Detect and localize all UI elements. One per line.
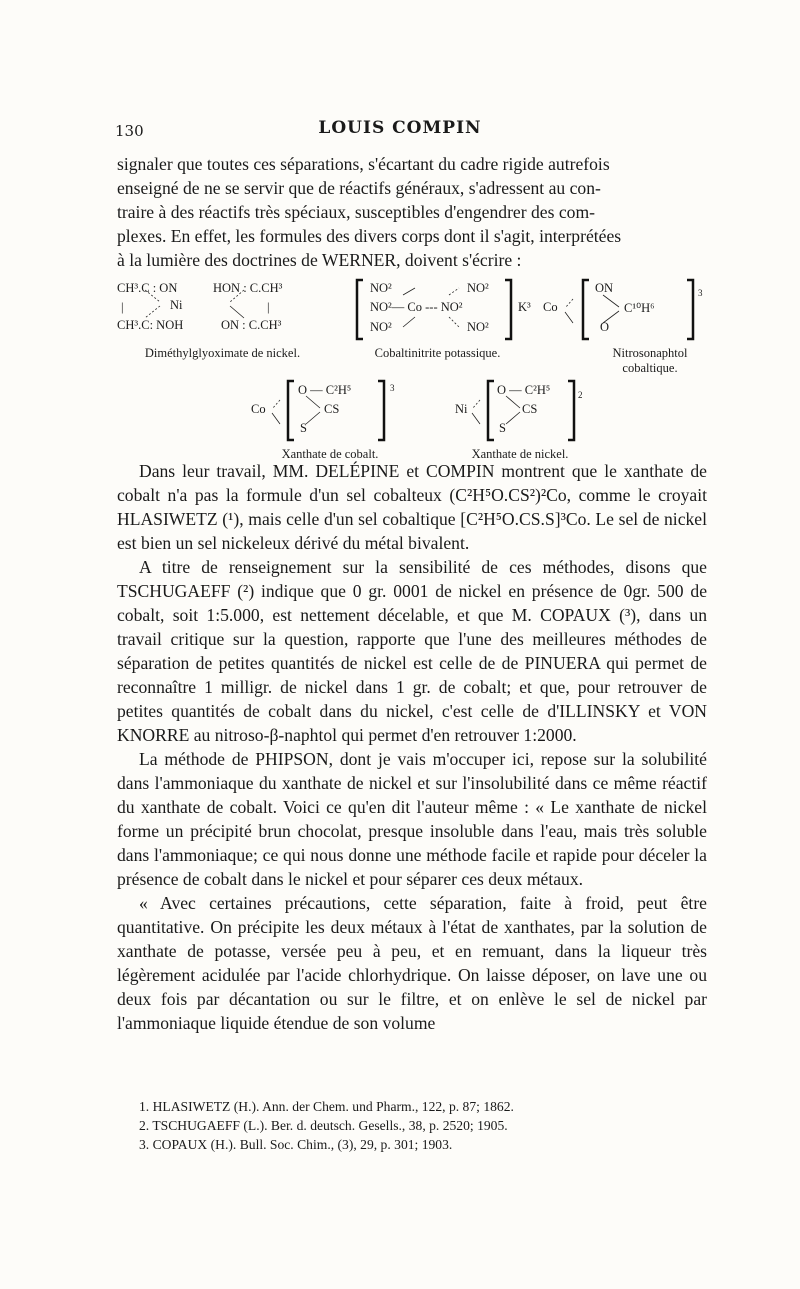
intro-line: signaler que toutes ces séparations, s'écartant du cadre rigide autrefois	[117, 154, 610, 174]
intro-line: traire à des réactifs très spéciaux, susceptibles d'engendrer des com-	[117, 202, 596, 222]
paragraph: La méthode de PHIPSON, dont je vais m'occuper ici, repose sur la solubilité dans l'ammoniaque du xanthate de nickel et sur l'insolubilité dans ce même réactif du xanthate de cobalt. Voici ce qu'en dit l'auteur même : « Le xanthate de nickel forme un précipité brun chocolat, presque insoluble dans l'eau, mais très soluble dans l'ammoniaque; ce qui nous donne une méthode facile et rapide pour déceler la présence de cobalt dans le nickel et pour séparer ces deux métaux.	[117, 749, 707, 889]
formula-line: NO²	[370, 320, 392, 334]
formula-line: CH³.C : ON	[117, 281, 178, 295]
formula-line: C¹⁰H⁶	[624, 301, 655, 315]
paragraph: Dans leur travail, MM. DELÉPINE et COMPIN montrent que le xanthate de cobalt n'a pas la formule d'un sel cobalteux (C²H⁵O.CS²)²Co, comme le croyait HLASIWETZ (¹), mais celle d'un sel cobaltique [C²H⁵O.CS.S]³Co. Le sel de nickel est bien un sel nickeleux dérivé du métal bivalent.	[117, 461, 707, 553]
bond-lines	[140, 290, 270, 320]
formula-line: NO²	[467, 320, 489, 334]
formula-line: S	[499, 421, 506, 435]
body-text	[117, 459, 707, 1035]
caption-line: cobaltique.	[622, 361, 678, 375]
formula-line: CS	[522, 402, 538, 416]
footnote: 2. TSCHUGAEFF (L.). Ber. d. deutsch. Gesells., 38, p. 2520; 1905.	[139, 1118, 508, 1133]
formula-line: NO²	[467, 281, 489, 295]
formula-line: O	[600, 320, 610, 334]
formula-caption: Xanthate de nickel.	[471, 447, 569, 461]
formula-line: ON : C.CH³	[221, 318, 282, 332]
running-title: LOUIS COMPIN	[318, 118, 482, 138]
page-number: 130	[115, 122, 144, 140]
formula-line: CH³.C: NOH	[117, 318, 184, 332]
formula-subscript: 3	[698, 288, 703, 298]
paragraph: « Avec certaines précautions, cette séparation, faite à froid, peut être quantitative. On précipite les deux métaux à l'état de xanthates, par la solution de xanthate de potasse, versée peu à peu, et en remuant, dans la liqueur très légèrement acidulée par l'acide chlorhydrique. On laisse déposer, on lave une ou deux fois par décantation ou sur le filtre, et on enlève le sel de nickel par l'ammoniaque liquide étendue de son volume	[117, 893, 707, 1033]
intro-paragraph	[117, 152, 707, 272]
formula-k3: K³	[518, 300, 531, 314]
paragraph: A titre de renseignement sur la sensibilité de ces méthodes, disons que TSCHUGAEFF (²) indique que 0 gr. 0001 de nickel en présence de 0gr. 500 de cobalt, soit 1:5.000, est nettement décelable, et que M. COPAUX (³), dans un travail critique sur la question, rapporte que l'une des meilleures méthodes de séparation de petites quantités de nickel est celle de de PINUERA qui permet de reconnaître 1 milligr. de nickel dans 1 gr. de cobalt; et que, pour retrouver de petites quantités de cobalt dans du nickel, c'est celle de d'ILLINSKY et VON KNORRE au nitroso-β-naphtol qui permet d'en retrouver 1:2000.	[117, 557, 707, 745]
formula-line: NO²	[370, 281, 392, 295]
formula-line: |	[267, 300, 270, 314]
formula-caption	[585, 346, 715, 376]
formula-line: HON : C.CH³	[213, 281, 283, 295]
footnote: 3. COPAUX (H.). Bull. Soc. Chim., (3), 29, p. 301; 1903.	[139, 1137, 453, 1152]
formula-subscript: 3	[390, 383, 395, 393]
formula-caption: Cobaltinitrite potassique.	[374, 346, 501, 360]
formula-line: CS	[324, 402, 340, 416]
formula-ni: Ni	[170, 298, 183, 312]
formula-co: Co	[251, 402, 266, 416]
formula-caption: Diméthylglyoximate de nickel.	[144, 346, 301, 360]
formula-line: NO²— Co --- NO²	[370, 300, 463, 314]
intro-line: à la lumière des doctrines de WERNER, doivent s'écrire :	[117, 250, 522, 270]
formula-line: O — C²H⁵	[298, 383, 352, 397]
formula-line: |	[121, 300, 124, 314]
intro-line: plexes. En effet, les formules des divers corps dont il s'agit, interprétées	[117, 226, 622, 246]
footnotes	[117, 1097, 717, 1154]
formula-line: ON	[595, 281, 614, 295]
formula-co: Co	[543, 300, 558, 314]
caption-line: Nitrosonaphtol	[612, 346, 688, 360]
footnote: 1. HLASIWETZ (H.). Ann. der Chem. und Pharm., 122, p. 87; 1862.	[139, 1099, 514, 1114]
formula-line: S	[300, 421, 307, 435]
formula-line: O — C²H⁵	[497, 383, 551, 397]
intro-line: enseigné de ne se servir que de réactifs généraux, s'adressent au con-	[117, 178, 601, 198]
formula-caption: Xanthate de cobalt.	[281, 447, 379, 461]
formula-ni: Ni	[455, 402, 468, 416]
formula-subscript: 2	[578, 390, 583, 400]
